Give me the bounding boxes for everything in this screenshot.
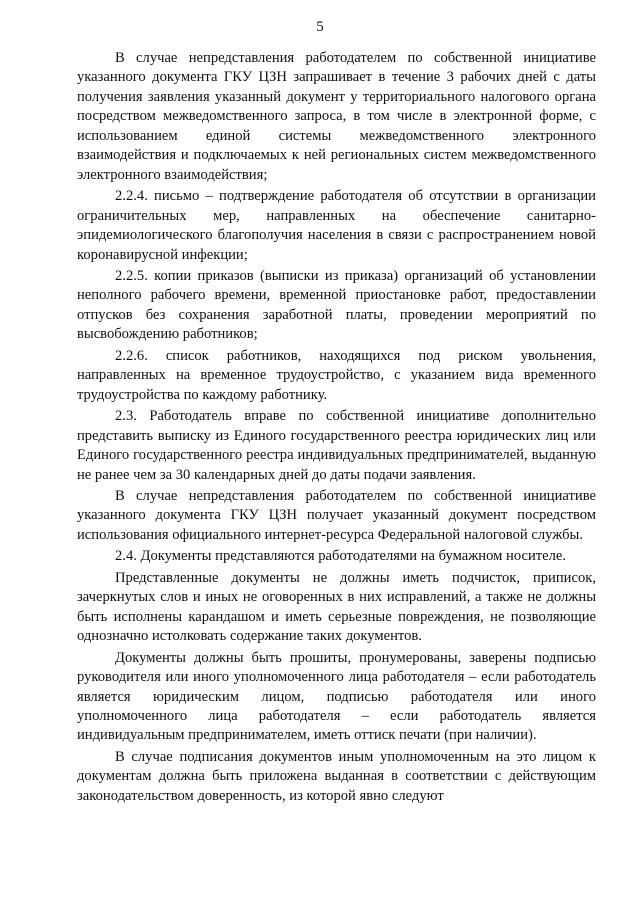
paragraph-interagency-request: В случае непредставления работодателем по собственной инициативе указанного документа ГКУ ЦЗН запрашивает в течение 3 рабочих дней с даты получения заявления указанный документ у территориального налогового органа посредством межведомственного запроса, в том числе в электронной форме, с использованием единой системы межведомственного электронного взаимодействия и подключаемых к ней региональных систем межведомственного электронного взаимодействия; <box>77 50 596 183</box>
document-body <box>77 49 596 806</box>
paragraph-document-certification: Документы должны быть прошиты, пронумерованы, заверены подписью руководителя или иного уполномоченного лица работодателя – если работодатель является юридическим лицом, подписью работодателя или иного уполномоченного лица работодателя – если работодатель является индивидуальным предпринимателем, иметь оттиск печати (при наличии). <box>77 649 596 744</box>
paragraph-tax-service: В случае непредставления работодателем по собственной инициативе указанного документа ГКУ ЦЗН получает указанный документ посредством использования официального интернет-ресурса Федеральной налоговой службы. <box>77 487 596 543</box>
paragraph-document-condition: Представленные документы не должны иметь подчисток, приписок, зачеркнутых слов и иных не оговоренных в них исправлений, а также не должны быть исполнены карандашом и иметь серьезные повреждения, не позволяющие однозначно истолковать содержание таких документов. <box>77 569 596 645</box>
page-number: 5 <box>316 19 324 35</box>
paragraph-power-of-attorney: В случае подписания документов иным уполномоченным на это лицом к документам должна быть приложена выданная в соответствии с действующим законодательством доверенность, из которой явно следуют <box>77 748 596 804</box>
paragraph-2-2-6: 2.2.6. список работников, находящихся под риском увольнения, направленных на временное трудоустройство, с указанием вида временного трудоустройства по каждому работнику. <box>77 347 596 403</box>
paragraph-2-2-5: 2.2.5. копии приказов (выписки из приказа) организаций об установлении неполного рабочего времени, временной приостановке работ, предоставлении отпусков без сохранения заработной платы, проведении мероприятий по высвобождению работников; <box>77 267 596 343</box>
paragraph-2-4: 2.4. Документы представляются работодателями на бумажном носителе. <box>115 548 567 565</box>
paragraph-2-3: 2.3. Работодатель вправе по собственной инициативе дополнительно представить выписку из Единого государственного реестра юридических лиц или Единого государственного реестра индивидуальных предпринимателей, выданную не ранее чем за 30 календарных дней до даты подачи заявления. <box>77 408 596 483</box>
paragraph-2-2-4: 2.2.4. письмо – подтверждение работодателя об отсутствии в организации ограничительных мер, направленных на обеспечение санитарно-эпидемиологического благополучия населения в связи с распространением новой коронавирусной инфекции; <box>77 188 596 263</box>
